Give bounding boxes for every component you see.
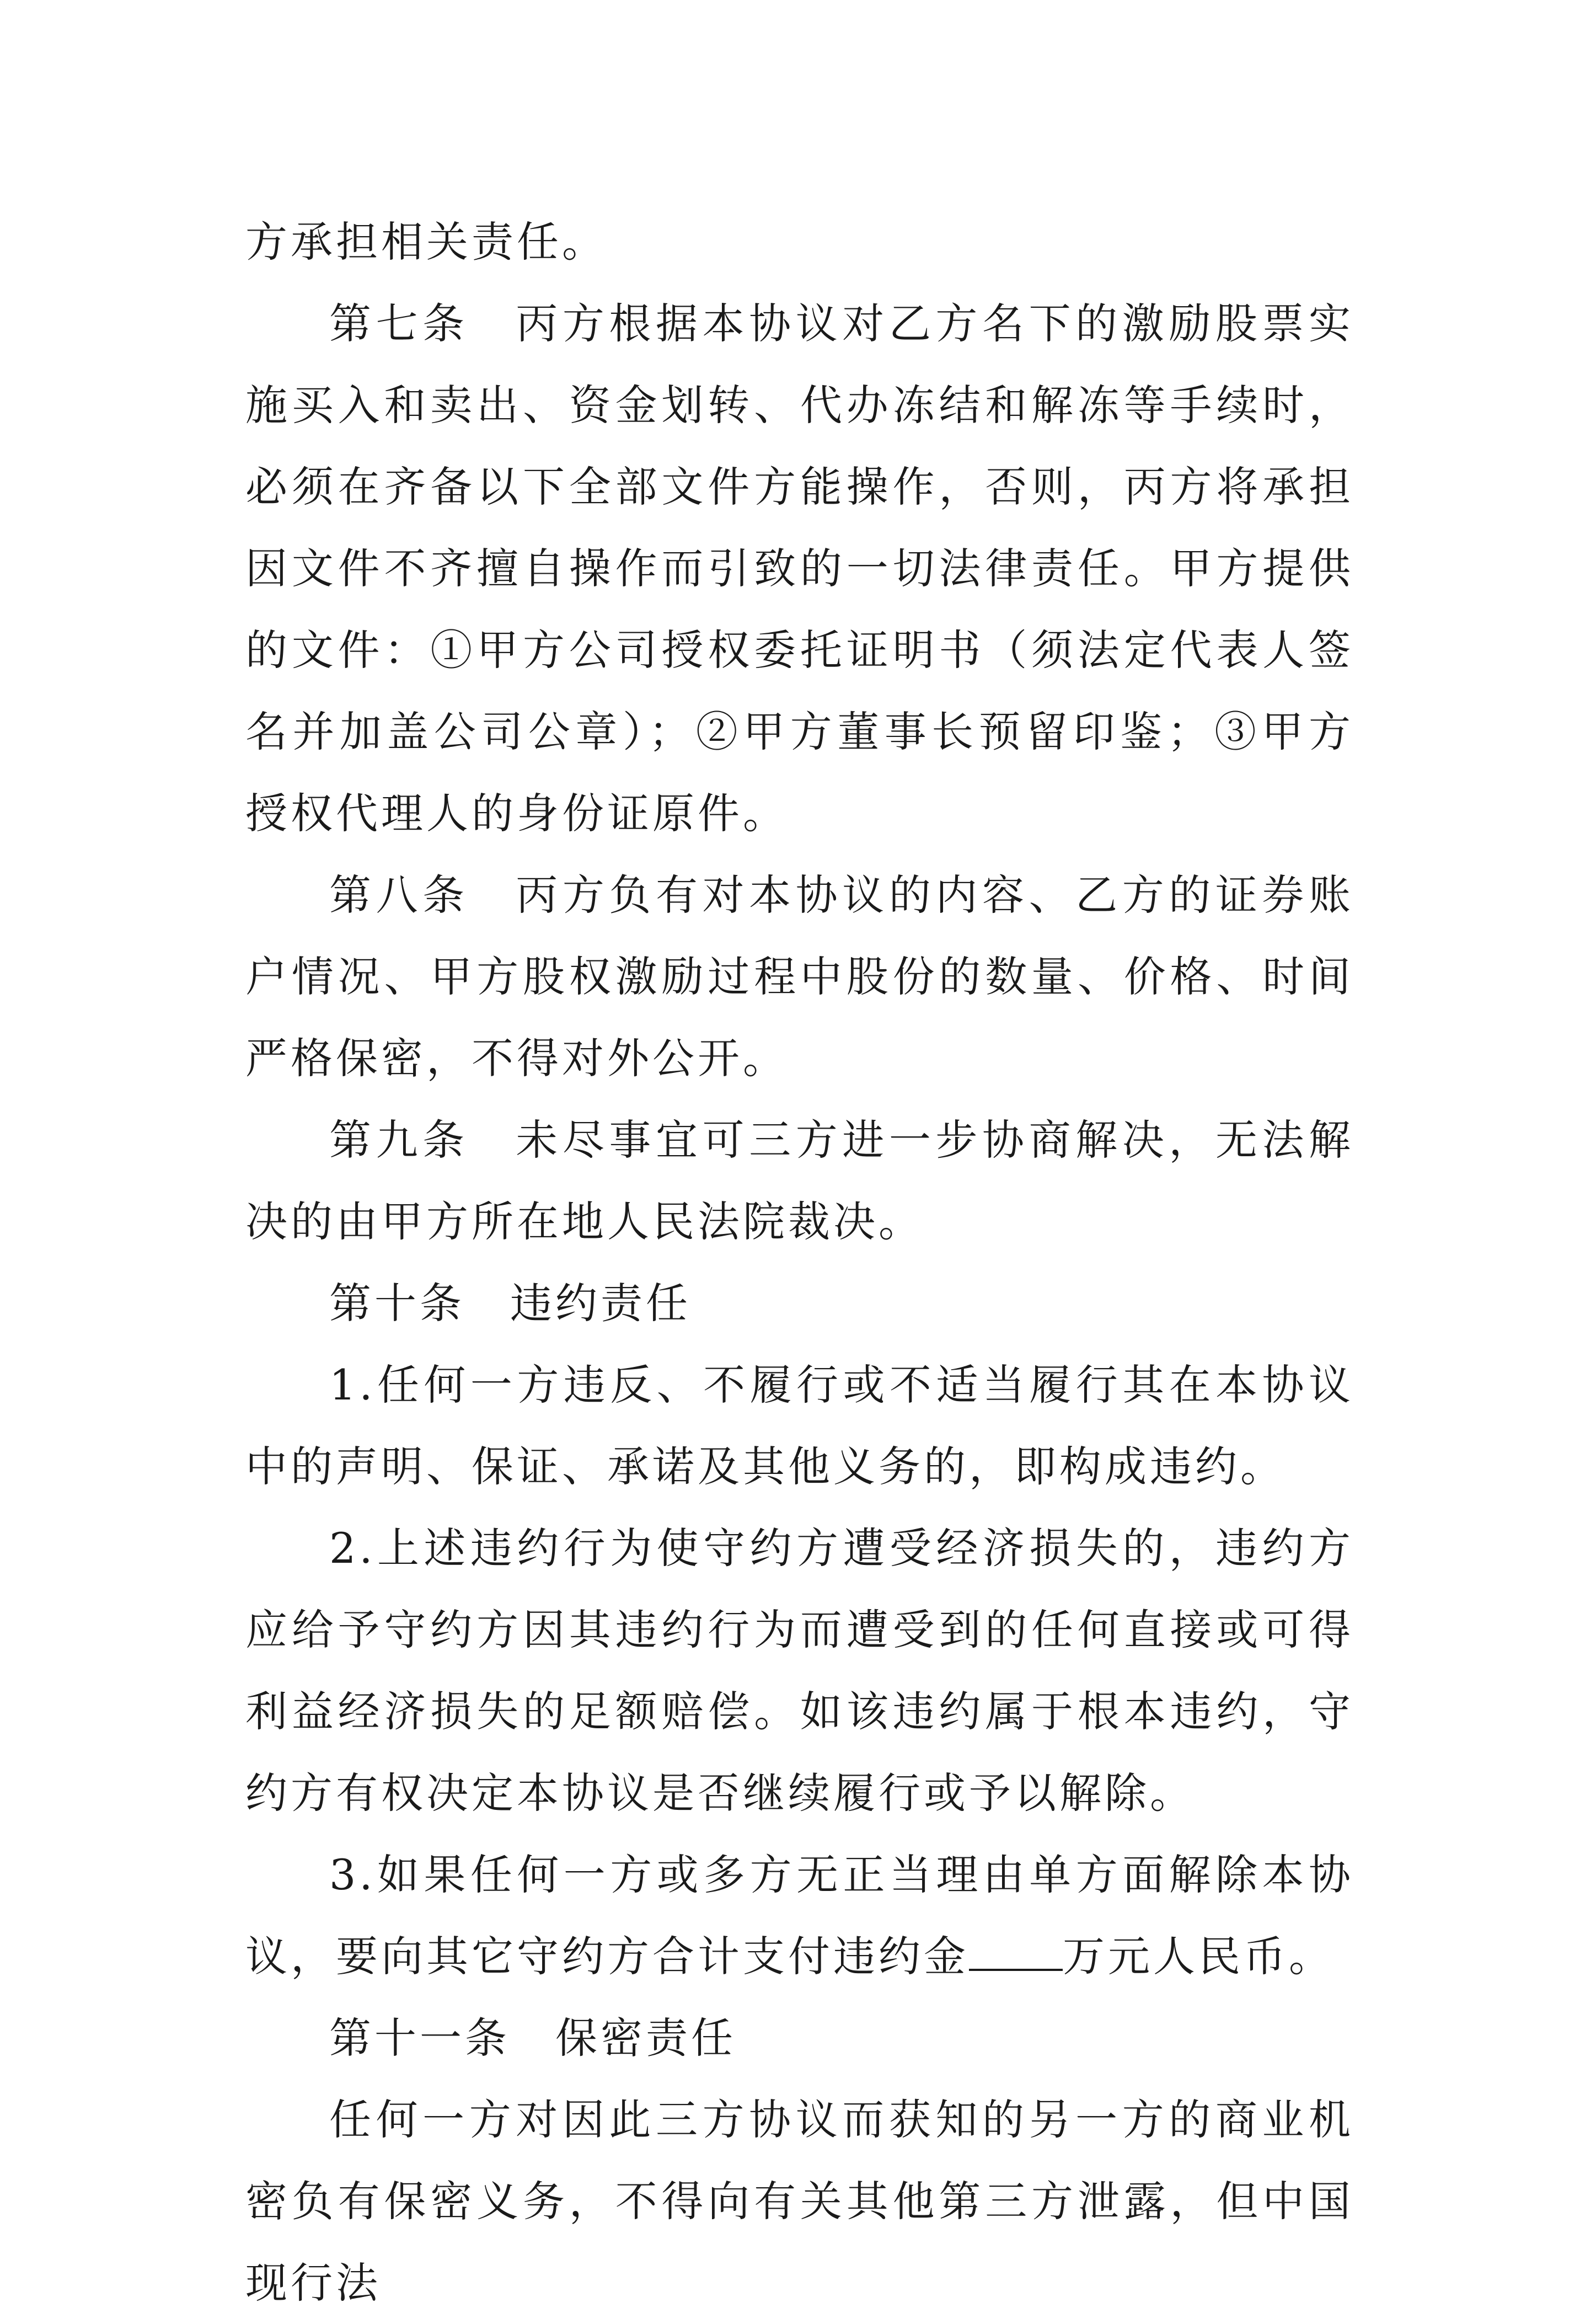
article-10-title: 第十条 违约责任 <box>329 1279 691 1328</box>
article-10-item-1: 1.任何一方违反、不履行或不适当履行其在本协议中的声明、保证、承诺及其他义务的，即构成违约。 <box>245 1360 1354 1491</box>
article-11-body: 任何一方对因此三方协议而获知的另一方的商业机密负有保密义务，不得向有关其他第三方泄露，但中国现行法 <box>245 2095 1354 2307</box>
article-10-item-3-text-before: 3.如果任何一方或多方无正当理由单方面解除本协议，要向其它守约方合计支付违约金 <box>245 1850 1354 1981</box>
article-10-item-3 <box>245 1834 1354 1997</box>
article-8: 第八条 丙方负有对本协议的内容、乙方的证券账户情况、甲方股权激励过程中股份的数量、价格、时间严格保密，不得对外公开。 <box>245 870 1354 1083</box>
paragraph-continued: 方承担相关责任。 <box>245 217 607 266</box>
article-11-title: 第十一条 保密责任 <box>329 2013 736 2063</box>
penalty-amount-blank <box>969 1935 1063 1971</box>
article-9: 第九条 未尽事宜可三方进一步协商解决，无法解决的由甲方所在地人民法院裁决。 <box>245 1115 1354 1246</box>
article-10-item-3-text-after: 万元人民币。 <box>1063 1932 1334 1981</box>
article-10-item-2: 2.上述违约行为使守约方遭受经济损失的，违约方应给予守约方因其违约行为而遭受到的任何直接或可得利益经济损失的足额赔偿。如该违约属于根本违约，守约方有权决定本协议是否继续履行或予以解除。 <box>245 1524 1354 1818</box>
document-body <box>245 201 1354 2324</box>
article-7: 第七条 丙方根据本协议对乙方名下的激励股票实施买入和卖出、资金划转、代办冻结和解冻等手续时，必须在齐备以下全部文件方能操作，否则，丙方将承担因文件不齐擅自操作而引致的一切法律责任。甲方提供的文件：①甲方公司授权委托证明书（须法定代表人签名并加盖公司公章）；②甲方董事长预留印鉴；③甲方授权代理人的身份证原件。 <box>245 299 1354 838</box>
